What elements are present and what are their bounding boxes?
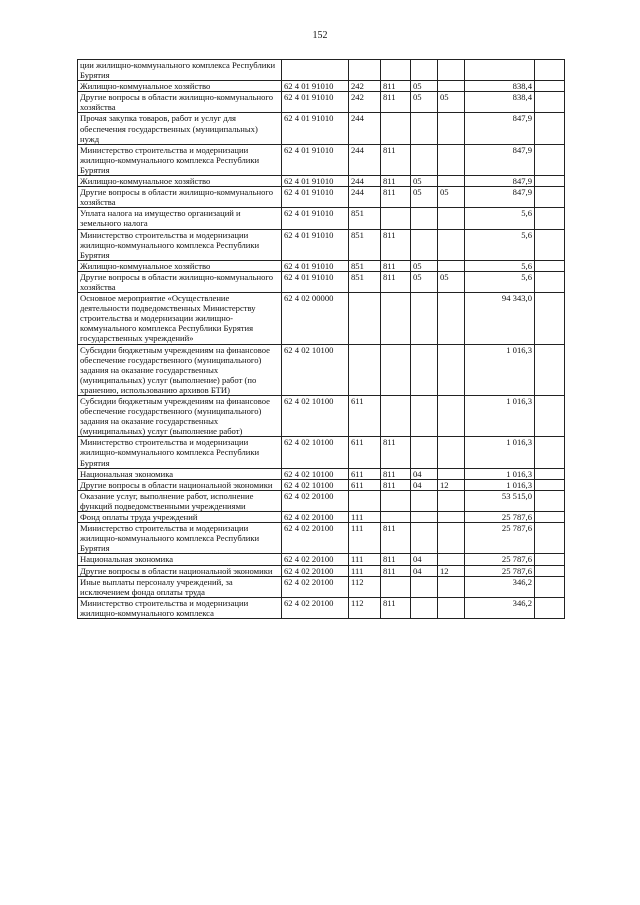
cell-subsection xyxy=(438,208,465,229)
cell-empty xyxy=(535,468,565,479)
cell-subsection xyxy=(438,60,465,81)
cell-subsection xyxy=(438,81,465,92)
cell-target-article: 62 4 01 91010 xyxy=(282,176,349,187)
cell-expense-type: 244 xyxy=(349,113,381,144)
cell-subsection xyxy=(438,437,465,468)
cell-expense-type: 851 xyxy=(349,271,381,292)
cell-name: Национальная экономика xyxy=(78,554,282,565)
cell-target-article: 62 4 02 20100 xyxy=(282,512,349,523)
cell-empty xyxy=(535,293,565,344)
cell-empty xyxy=(535,554,565,565)
cell-administrator-code: 811 xyxy=(381,271,411,292)
table-row xyxy=(78,437,565,468)
cell-expense-type: 851 xyxy=(349,208,381,229)
table-row xyxy=(78,187,565,208)
cell-administrator-code: 811 xyxy=(381,523,411,554)
cell-amount: 5,6 xyxy=(465,208,535,229)
cell-subsection xyxy=(438,512,465,523)
cell-empty xyxy=(535,92,565,113)
cell-empty xyxy=(535,576,565,597)
cell-amount: 53 515,0 xyxy=(465,490,535,511)
cell-expense-type xyxy=(349,344,381,395)
table-body xyxy=(78,60,565,619)
cell-target-article: 62 4 02 10100 xyxy=(282,344,349,395)
cell-subsection xyxy=(438,229,465,260)
cell-expense-type: 111 xyxy=(349,523,381,554)
cell-name: Жилищно-коммунальное хозяйство xyxy=(78,260,282,271)
cell-amount: 847,9 xyxy=(465,144,535,175)
cell-administrator-code xyxy=(381,293,411,344)
cell-target-article: 62 4 02 10100 xyxy=(282,479,349,490)
cell-empty xyxy=(535,187,565,208)
table-row xyxy=(78,60,565,81)
cell-target-article: 62 4 01 91010 xyxy=(282,113,349,144)
cell-subsection xyxy=(438,293,465,344)
cell-empty xyxy=(535,490,565,511)
cell-section: 05 xyxy=(411,271,438,292)
table-row xyxy=(78,396,565,437)
table-row xyxy=(78,479,565,490)
cell-expense-type: 611 xyxy=(349,437,381,468)
cell-section: 05 xyxy=(411,260,438,271)
cell-section xyxy=(411,60,438,81)
cell-empty xyxy=(535,229,565,260)
cell-empty xyxy=(535,144,565,175)
cell-name: Прочая закупка товаров, работ и услуг для обеспечения государственных (муниципальных) нужд xyxy=(78,113,282,144)
cell-target-article: 62 4 02 10100 xyxy=(282,437,349,468)
cell-subsection xyxy=(438,468,465,479)
cell-empty xyxy=(535,396,565,437)
table-row xyxy=(78,512,565,523)
cell-name: Основное мероприятие «Осуществление деятельности подведомственных Министерству строительства и модернизации жилищно-коммунального комплекса Республики Бурятия государственных учреждений» xyxy=(78,293,282,344)
cell-target-article: 62 4 02 10100 xyxy=(282,468,349,479)
cell-expense-type: 242 xyxy=(349,81,381,92)
cell-amount: 1 016,3 xyxy=(465,396,535,437)
cell-name: Фонд оплаты труда учреждений xyxy=(78,512,282,523)
table-row xyxy=(78,490,565,511)
cell-section: 04 xyxy=(411,565,438,576)
cell-amount: 346,2 xyxy=(465,597,535,618)
cell-amount: 5,6 xyxy=(465,229,535,260)
cell-empty xyxy=(535,271,565,292)
table-row xyxy=(78,81,565,92)
table-row xyxy=(78,113,565,144)
cell-empty xyxy=(535,81,565,92)
cell-expense-type: 851 xyxy=(349,229,381,260)
cell-name: ции жилищно-коммунального комплекса Республики Бурятия xyxy=(78,60,282,81)
cell-expense-type: 244 xyxy=(349,144,381,175)
cell-amount: 94 343,0 xyxy=(465,293,535,344)
cell-expense-type: 111 xyxy=(349,565,381,576)
cell-administrator-code: 811 xyxy=(381,554,411,565)
cell-target-article: 62 4 01 91010 xyxy=(282,260,349,271)
cell-expense-type: 851 xyxy=(349,260,381,271)
cell-empty xyxy=(535,208,565,229)
cell-section: 04 xyxy=(411,468,438,479)
cell-administrator-code xyxy=(381,490,411,511)
cell-amount xyxy=(465,60,535,81)
cell-administrator-code: 811 xyxy=(381,229,411,260)
cell-section xyxy=(411,396,438,437)
cell-administrator-code: 811 xyxy=(381,176,411,187)
cell-expense-type: 112 xyxy=(349,597,381,618)
cell-administrator-code xyxy=(381,512,411,523)
cell-subsection xyxy=(438,554,465,565)
cell-section: 05 xyxy=(411,81,438,92)
cell-amount: 838,4 xyxy=(465,81,535,92)
cell-subsection: 05 xyxy=(438,271,465,292)
cell-administrator-code: 811 xyxy=(381,437,411,468)
cell-target-article xyxy=(282,60,349,81)
cell-name: Иные выплаты персоналу учреждений, за исключением фонда оплаты труда xyxy=(78,576,282,597)
cell-section: 05 xyxy=(411,176,438,187)
cell-empty xyxy=(535,260,565,271)
cell-section xyxy=(411,229,438,260)
cell-target-article: 62 4 02 20100 xyxy=(282,576,349,597)
cell-name: Национальная экономика xyxy=(78,468,282,479)
cell-empty xyxy=(535,597,565,618)
cell-administrator-code: 811 xyxy=(381,597,411,618)
cell-section xyxy=(411,437,438,468)
cell-section: 05 xyxy=(411,92,438,113)
cell-amount: 1 016,3 xyxy=(465,479,535,490)
cell-expense-type: 112 xyxy=(349,576,381,597)
budget-table xyxy=(77,59,565,619)
cell-amount: 25 787,6 xyxy=(465,554,535,565)
cell-subsection xyxy=(438,113,465,144)
cell-name: Оказание услуг, выполнение работ, исполнение функций подведомственными учреждениями xyxy=(78,490,282,511)
cell-section xyxy=(411,523,438,554)
cell-section xyxy=(411,113,438,144)
cell-empty xyxy=(535,113,565,144)
cell-target-article: 62 4 01 91010 xyxy=(282,144,349,175)
cell-name: Другие вопросы в области жилищно-коммунального хозяйства xyxy=(78,92,282,113)
cell-amount: 847,9 xyxy=(465,113,535,144)
cell-administrator-code: 811 xyxy=(381,187,411,208)
cell-subsection xyxy=(438,260,465,271)
cell-administrator-code: 811 xyxy=(381,260,411,271)
cell-target-article: 62 4 01 91010 xyxy=(282,208,349,229)
cell-empty xyxy=(535,60,565,81)
cell-expense-type xyxy=(349,490,381,511)
cell-subsection xyxy=(438,344,465,395)
table-row xyxy=(78,554,565,565)
table-row xyxy=(78,344,565,395)
cell-expense-type: 244 xyxy=(349,176,381,187)
table-row xyxy=(78,468,565,479)
cell-name: Другие вопросы в области жилищно-коммунального хозяйства xyxy=(78,187,282,208)
cell-section xyxy=(411,144,438,175)
cell-subsection: 12 xyxy=(438,479,465,490)
cell-name: Министерство строительства и модернизации жилищно-коммунального комплекса Республики Бурятия xyxy=(78,144,282,175)
cell-administrator-code: 811 xyxy=(381,468,411,479)
cell-name: Министерство строительства и модернизации жилищно-коммунального комплекса xyxy=(78,597,282,618)
cell-target-article: 62 4 01 91010 xyxy=(282,187,349,208)
cell-administrator-code xyxy=(381,113,411,144)
cell-empty xyxy=(535,479,565,490)
cell-section xyxy=(411,293,438,344)
cell-subsection xyxy=(438,490,465,511)
cell-target-article: 62 4 01 91010 xyxy=(282,229,349,260)
cell-amount: 5,6 xyxy=(465,260,535,271)
cell-name: Другие вопросы в области национальной экономики xyxy=(78,479,282,490)
cell-name: Субсидии бюджетным учреждениям на финансовое обеспечение государственного (муниципального) задания на оказание государственных (муниципальных) услуг (выполнение) работ (по хранению, использованию архивов БТИ) xyxy=(78,344,282,395)
cell-expense-type: 244 xyxy=(349,187,381,208)
cell-empty xyxy=(535,523,565,554)
cell-target-article: 62 4 01 91010 xyxy=(282,81,349,92)
cell-subsection: 05 xyxy=(438,92,465,113)
cell-name: Другие вопросы в области жилищно-коммунального хозяйства xyxy=(78,271,282,292)
table-row xyxy=(78,260,565,271)
cell-subsection xyxy=(438,523,465,554)
cell-target-article: 62 4 02 20100 xyxy=(282,597,349,618)
cell-amount: 5,6 xyxy=(465,271,535,292)
cell-target-article: 62 4 01 91010 xyxy=(282,92,349,113)
cell-subsection xyxy=(438,176,465,187)
cell-expense-type xyxy=(349,60,381,81)
cell-section: 04 xyxy=(411,554,438,565)
cell-name: Жилищно-коммунальное хозяйство xyxy=(78,81,282,92)
cell-section xyxy=(411,208,438,229)
cell-section: 04 xyxy=(411,479,438,490)
cell-name: Другие вопросы в области национальной экономики xyxy=(78,565,282,576)
cell-amount: 25 787,6 xyxy=(465,565,535,576)
cell-name: Уплата налога на имущество организаций и земельного налога xyxy=(78,208,282,229)
cell-amount: 1 016,3 xyxy=(465,437,535,468)
table-row xyxy=(78,271,565,292)
table-row xyxy=(78,565,565,576)
cell-empty xyxy=(535,512,565,523)
cell-amount: 346,2 xyxy=(465,576,535,597)
cell-amount: 1 016,3 xyxy=(465,344,535,395)
cell-administrator-code xyxy=(381,60,411,81)
cell-administrator-code xyxy=(381,208,411,229)
cell-section xyxy=(411,512,438,523)
cell-subsection: 05 xyxy=(438,187,465,208)
cell-amount: 25 787,6 xyxy=(465,523,535,554)
cell-target-article: 62 4 02 10100 xyxy=(282,396,349,437)
cell-amount: 847,9 xyxy=(465,187,535,208)
cell-administrator-code: 811 xyxy=(381,479,411,490)
cell-amount: 25 787,6 xyxy=(465,512,535,523)
cell-name: Министерство строительства и модернизации жилищно-коммунального комплекса Республики Бурятия xyxy=(78,523,282,554)
table-row xyxy=(78,176,565,187)
cell-section xyxy=(411,344,438,395)
cell-name: Субсидии бюджетным учреждениям на финансовое обеспечение государственного (муниципального) задания на оказание государственных (муниципальных) услуг (выполнение работ) xyxy=(78,396,282,437)
cell-expense-type: 611 xyxy=(349,396,381,437)
cell-expense-type xyxy=(349,293,381,344)
cell-target-article: 62 4 02 20100 xyxy=(282,554,349,565)
cell-subsection xyxy=(438,597,465,618)
cell-empty xyxy=(535,437,565,468)
table-row xyxy=(78,144,565,175)
cell-target-article: 62 4 01 91010 xyxy=(282,271,349,292)
cell-expense-type: 111 xyxy=(349,512,381,523)
cell-amount: 1 016,3 xyxy=(465,468,535,479)
cell-name: Министерство строительства и модернизации жилищно-коммунального комплекса Республики Бурятия xyxy=(78,229,282,260)
page-number: 152 xyxy=(312,30,328,41)
cell-section xyxy=(411,490,438,511)
cell-name: Жилищно-коммунальное хозяйство xyxy=(78,176,282,187)
cell-subsection: 12 xyxy=(438,565,465,576)
table-row xyxy=(78,92,565,113)
cell-administrator-code xyxy=(381,576,411,597)
cell-subsection xyxy=(438,396,465,437)
cell-expense-type: 111 xyxy=(349,554,381,565)
cell-administrator-code: 811 xyxy=(381,565,411,576)
cell-administrator-code: 811 xyxy=(381,92,411,113)
table-row xyxy=(78,208,565,229)
cell-expense-type: 611 xyxy=(349,468,381,479)
table-row xyxy=(78,597,565,618)
cell-empty xyxy=(535,176,565,187)
cell-amount: 838,4 xyxy=(465,92,535,113)
cell-target-article: 62 4 02 20100 xyxy=(282,565,349,576)
cell-administrator-code xyxy=(381,396,411,437)
cell-administrator-code: 811 xyxy=(381,81,411,92)
cell-subsection xyxy=(438,144,465,175)
cell-expense-type: 611 xyxy=(349,479,381,490)
cell-target-article: 62 4 02 00000 xyxy=(282,293,349,344)
cell-target-article: 62 4 02 20100 xyxy=(282,523,349,554)
cell-expense-type: 242 xyxy=(349,92,381,113)
table-row xyxy=(78,293,565,344)
cell-administrator-code xyxy=(381,344,411,395)
cell-section: 05 xyxy=(411,187,438,208)
cell-empty xyxy=(535,565,565,576)
cell-section xyxy=(411,576,438,597)
table-row xyxy=(78,576,565,597)
cell-empty xyxy=(535,344,565,395)
cell-amount: 847,9 xyxy=(465,176,535,187)
cell-name: Министерство строительства и модернизации жилищно-коммунального комплекса Республики Бурятия xyxy=(78,437,282,468)
cell-administrator-code: 811 xyxy=(381,144,411,175)
cell-target-article: 62 4 02 20100 xyxy=(282,490,349,511)
table-row xyxy=(78,523,565,554)
cell-subsection xyxy=(438,576,465,597)
table-row xyxy=(78,229,565,260)
cell-section xyxy=(411,597,438,618)
